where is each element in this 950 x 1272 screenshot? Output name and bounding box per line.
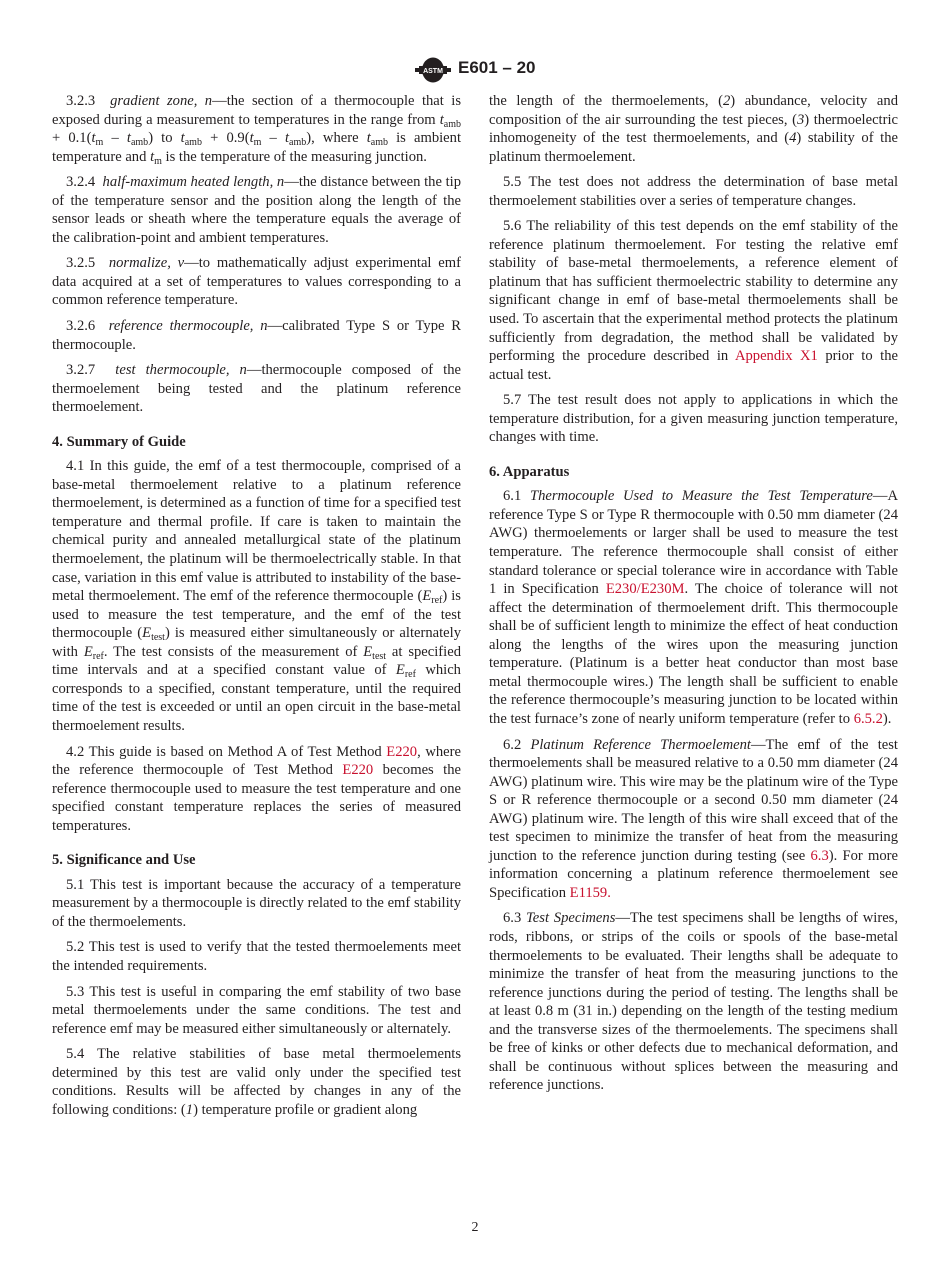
astm-logo-icon [414,56,452,84]
paragraph-5-7: 5.7 The test result does not apply to applications in which the temperature distribution, for a given measuring junction temperature, changes with time. [489,392,898,446]
link-6-3[interactable]: 6.3 [810,847,829,864]
paragraph-6-2: 6.2 Platinum Reference Thermoelement—The emf of the test thermoelements shall be measured relative to a 0.50 mm diameter (24 AWG) platinum wire. This wire may be the platinum wire of the Type S or R reference thermocouple or a second 0.50 mm diameter (24 AWG) platinum wire. The length of this wire shall exceed that of the test specimen to minimize the transfer of heat from the measuring junction to the reference junction during testing (see 6.3). For more information concerning a platinum reference thermoelement see Specification E1159. [489,736,898,901]
page-header [0,56,950,86]
paragraph-5-3: 5.3 This test is useful in comparing the emf stability of two base metal thermoelements under the same conditions. The test and reference emf may be measured either simultaneously or alternately. [52,983,461,1037]
link-e220[interactable]: E220 [386,743,418,760]
paragraph-4-2: 4.2 This guide is based on Method A of Test Method E220, where the reference thermocouple of Test Method E220 becomes the reference thermocouple used to measure the test temperature and one specified constant temperature replaces the series of measured temperatures. [52,743,461,834]
section-heading-4: 4. Summary of Guide [52,433,186,450]
section-heading-6: 6. Apparatus [489,463,570,480]
page-number: 2 [471,1220,479,1235]
svg-text:ASTM: ASTM [423,68,443,75]
standard-designation: E601 – 20 [458,58,536,77]
link-e1159[interactable]: E1159. [569,884,611,901]
paragraph-4-1: 4.1 In this guide, the emf of a test thermocouple, comprised of a base-metal thermoelement relative to a platinum reference thermoelement, is determined as a function of time for a specified test temperature and thermal profile. If care is taken to maintain the chemical purity and annealed metallurgical state of the platinum thermoelement, the platinum will be thermoelectrically stable. In that case, variation in this emf value is attributed to instability of the base-metal thermoelement. The emf of the reference thermocouple $(E_{ref})$ is used to measure the test temperature, and the emf of the test thermocouple $(E_{test})$ is measured either simultaneously or alternately with $E_{ref}$. The test consists of the measurement of $E_{test}$ at specified time intervals and at a specified constant value of $E_{ref}$ which corresponds to a specified, constant temperature, until the required time of the test is exceeded or until an open circuit in the base-metal thermoelement results. [52,458,461,734]
paragraph-5-4-continued: the length of the thermoelements, (2) abundance, velocity and composition of the air surrounding the test pieces, (3) thermoelectric inhomogeneity of the test thermoelements, and (4) stability of the platinum thermoelement. [489,93,898,165]
paragraph-5-4: 5.4 The relative stabilities of base metal thermoelements determined by this test are valid only under the specified test conditions. Results will be affected by changes in any of the following conditions: (1) temperature profile or gradient along [52,1046,461,1118]
paragraph-5-5: 5.5 The test does not address the determination of base metal thermoelement stabilities over a series of temperature changes. [489,174,898,209]
left-column [52,92,461,1126]
right-column [489,92,898,1102]
paragraph-6-3: 6.3 Test Specimens—The test specimens shall be lengths of wires, rods, ribbons, or strips of the coils or spools of the base-metal thermoelements to be evaluated. Their lengths shall be adequate to minimize the transfer of heat from the measuring junctions to the reference junctions during the period of testing. The lengths shall be at least 0.8 m (31 in.) depending on the length of the testing medium and the transverse sizes of the thermoelements. The specimens shall be free of kinks or other defects due to mechanical deformation, and shall be continuous without splices between the measuring and reference junctions. [489,910,899,1094]
link-e220-second[interactable]: E220 [342,762,374,779]
link-appendix-x1[interactable]: Appendix X1 [734,348,818,365]
paragraph-5-6: 5.6 The reliability of this test depends on the emf stability of the reference platinum thermoelement. For testing the relative emf stability of base-metal thermoelements, a reference element of platinum that has sufficient thermoelectric stability to determine any significant change in emf of base-metal thermoelements shall be used. To ascertain that the experimental method protects the platinum sufficiently from degradation, the method shall be validated by performing the procedure described in Appendix X1 prior to the actual test. [489,218,898,383]
paragraph-3-2-4: 3.2.4 half-maximum heated length, n—the distance between the tip of the temperature sensor and the position along the length of the sensor leads or sheath where the temperature equals the average of the calibration-point and ambient temperatures. [52,174,462,246]
paragraph-3-2-3: 3.2.3 gradient zone, n—the section of a thermocouple that is exposed during a measurement to temperatures in the range from $t_{amb} + 0.1(t_m - t_{amb})$ to $t_{amb} + 0.9(t_m - t_{amb})$, where $t_{amb}$ is ambient temperature and $t_m$ is the temperature of the measuring junction. [52,93,462,167]
paragraph-5-1: 5.1 This test is important because the accuracy of a temperature measurement by a thermocouple is directly related to the emf stability of the thermoelements. [52,876,461,930]
paragraph-3-2-5: 3.2.5 normalize, v—to mathematically adjust experimental emf data acquired at a set of temperatures to values corresponding to a common reference temperature. [52,255,461,309]
paragraph-3-2-6: 3.2.6 reference thermocouple, n—calibrated Type S or Type R thermocouple. [52,318,462,353]
link-6-5-2[interactable]: 6.5.2 [853,710,883,727]
link-e230[interactable]: E230/E230M [605,581,685,598]
paragraph-6-1: 6.1 Thermocouple Used to Measure the Test Temperature—A reference Type S or Type R thermocouple with 0.50 mm diameter (24 AWG) thermoelements or larger shall be used to measure the test temperature. The reference thermocouple shall consist of either standard tolerance or special tolerance wire in accordance with Table 1 in Specification E230/E230M. The choice of tolerance will not affect the determination of thermoelement drift. This thermocouple shall be of sufficient length to minimize the effect of heat conduction along the lengths of the wires upon the measuring junction temperature. (Platinum is a better heat conductor than most base metal thermocouple wires.) The length shall be sufficient to enable the reference thermocouple’s measuring junction to be located within the test furnace’s zone of nearly uniform temperature (refer to 6.5.2). [489,488,898,727]
paragraph-5-2: 5.2 This test is used to verify that the tested thermoelements meet the intended requirements. [52,939,461,974]
paragraph-3-2-7: 3.2.7 test thermocouple, n—thermocouple composed of the thermoelement being tested and the platinum reference thermoelement. [52,362,461,416]
section-heading-5: 5. Significance and Use [52,852,196,869]
